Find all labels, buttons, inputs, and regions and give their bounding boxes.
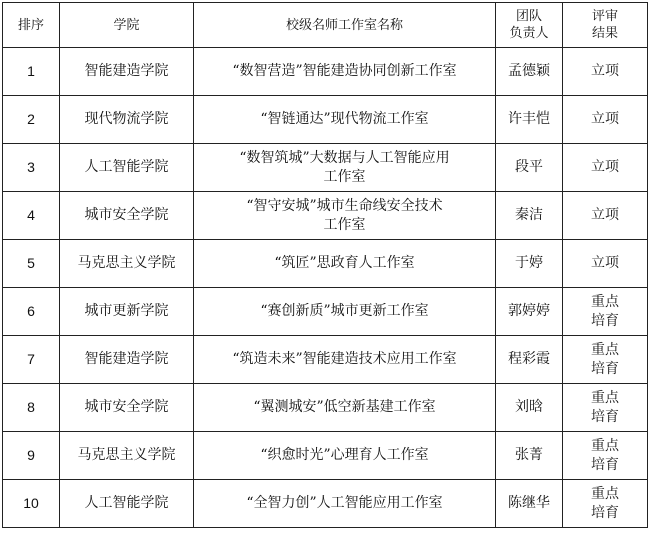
cell-leader: 程彩霞: [496, 336, 563, 384]
cell-college: 智能建造学院: [60, 48, 194, 96]
cell-leader: 秦洁: [496, 192, 563, 240]
studio-line: “数智筑城”大数据与人工智能应用: [239, 149, 450, 166]
header-result-line2: 结果: [591, 26, 618, 41]
cell-result: [563, 240, 648, 288]
result-line: 培育: [591, 408, 619, 425]
header-result: [563, 3, 648, 48]
result-line: 立项: [591, 207, 619, 223]
cell-result: [563, 144, 648, 192]
result-line: 立项: [591, 111, 619, 127]
cell-college: 人工智能学院: [60, 480, 194, 528]
result-line: 重点: [591, 485, 619, 502]
header-studio: 校级名师工作室名称: [194, 3, 496, 48]
cell-result: [563, 288, 648, 336]
cell-leader: 段平: [496, 144, 563, 192]
cell-college: 人工智能学院: [60, 144, 194, 192]
cell-college: 马克思主义学院: [60, 432, 194, 480]
studio-line: 工作室: [323, 216, 366, 233]
cell-result: [563, 336, 648, 384]
cell-leader: 刘晗: [496, 384, 563, 432]
cell-index: 3: [3, 144, 60, 192]
cell-studio: [194, 288, 496, 336]
result-line: 培育: [591, 312, 619, 329]
studio-line: “筑造未来”智能建造技术应用工作室: [232, 351, 457, 367]
cell-index: 10: [3, 480, 60, 528]
studio-line: “智链通达”现代物流工作室: [260, 111, 429, 127]
cell-result: [563, 96, 648, 144]
cell-studio: [194, 240, 496, 288]
studio-line: “筑匠”思政育人工作室: [274, 255, 415, 271]
cell-index: 9: [3, 432, 60, 480]
result-line: 重点: [591, 293, 619, 310]
cell-result: [563, 192, 648, 240]
studio-line: “织愈时光”心理育人工作室: [260, 447, 429, 463]
table-row: [3, 144, 648, 192]
cell-college: 城市安全学院: [60, 384, 194, 432]
result-line: 重点: [591, 389, 619, 406]
cell-index: 1: [3, 48, 60, 96]
cell-college: 城市更新学院: [60, 288, 194, 336]
header-leader: [496, 3, 563, 48]
cell-index: 5: [3, 240, 60, 288]
table-row: [3, 384, 648, 432]
cell-index: 8: [3, 384, 60, 432]
cell-leader: 许丰恺: [496, 96, 563, 144]
table-row: [3, 48, 648, 96]
header-leader-line1: 团队: [515, 9, 542, 24]
result-line: 立项: [591, 255, 619, 271]
cell-result: [563, 432, 648, 480]
studio-line: “全智力创”人工智能应用工作室: [246, 495, 443, 511]
cell-result: [563, 480, 648, 528]
table-row: [3, 288, 648, 336]
studio-results-table: [2, 2, 648, 528]
cell-studio: [194, 336, 496, 384]
cell-result: [563, 48, 648, 96]
header-result-line1: 评审: [591, 9, 618, 24]
result-line: 立项: [591, 159, 619, 175]
studio-line: “智守安城”城市生命线安全技术: [246, 197, 443, 214]
cell-studio: [194, 96, 496, 144]
cell-result: [563, 384, 648, 432]
cell-college: 城市安全学院: [60, 192, 194, 240]
cell-studio: [194, 432, 496, 480]
header-row: [3, 3, 648, 48]
cell-college: 现代物流学院: [60, 96, 194, 144]
table-row: [3, 336, 648, 384]
table-row: [3, 240, 648, 288]
result-line: 培育: [591, 456, 619, 473]
cell-studio: [194, 48, 496, 96]
result-line: 重点: [591, 437, 619, 454]
cell-index: 2: [3, 96, 60, 144]
table-row: [3, 192, 648, 240]
cell-leader: 张菁: [496, 432, 563, 480]
header-leader-line2: 负责人: [509, 26, 549, 41]
cell-index: 7: [3, 336, 60, 384]
result-line: 培育: [591, 360, 619, 377]
result-line: 立项: [591, 63, 619, 79]
cell-studio: [194, 384, 496, 432]
result-line: 重点: [591, 341, 619, 358]
studio-line: “数智营造”智能建造协同创新工作室: [232, 63, 457, 79]
result-line: 培育: [591, 504, 619, 521]
table-row: [3, 432, 648, 480]
studio-line: 工作室: [323, 168, 366, 185]
table-row: [3, 96, 648, 144]
cell-studio: [194, 192, 496, 240]
cell-leader: 陈继华: [496, 480, 563, 528]
table-body: [3, 48, 648, 528]
table-row: [3, 480, 648, 528]
cell-college: 马克思主义学院: [60, 240, 194, 288]
cell-index: 6: [3, 288, 60, 336]
cell-index: 4: [3, 192, 60, 240]
cell-college: 智能建造学院: [60, 336, 194, 384]
studio-line: “赛创新质”城市更新工作室: [260, 303, 429, 319]
cell-leader: 孟德颖: [496, 48, 563, 96]
studio-line: “翼测城安”低空新基建工作室: [253, 399, 436, 415]
cell-studio: [194, 144, 496, 192]
cell-studio: [194, 480, 496, 528]
cell-leader: 于婷: [496, 240, 563, 288]
header-index: 排序: [3, 3, 60, 48]
cell-leader: 郭婷婷: [496, 288, 563, 336]
header-college: 学院: [60, 3, 194, 48]
